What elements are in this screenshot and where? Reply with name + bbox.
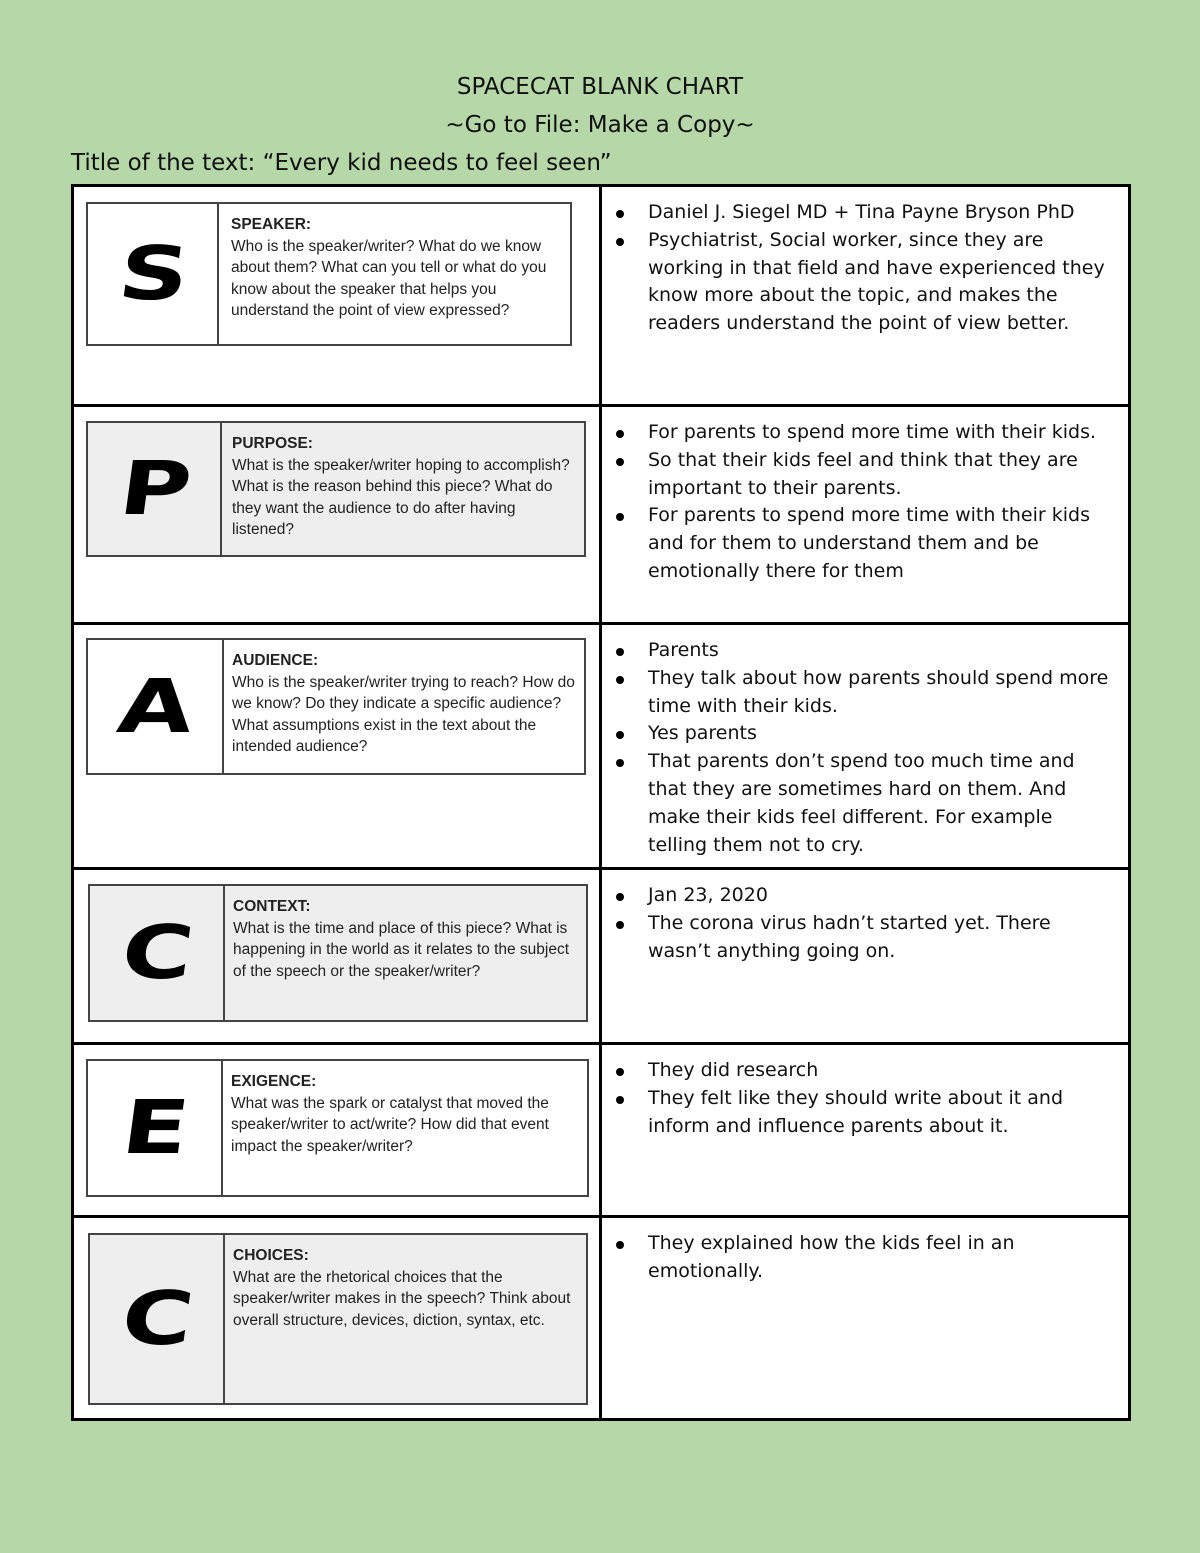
page-title: SPACECAT BLANK CHART: [456, 74, 744, 100]
list-item: For parents to spend more time with their kids and for them to understand them and be emotionally there for them: [648, 502, 1114, 585]
list-item: Psychiatrist, Social worker, since they are working in that field and have experienced they know more about the topic, and makes the readers understand the point of view better.: [648, 227, 1114, 338]
text-title: Title of the text: “Every kid needs to feel seen”: [71, 150, 612, 176]
prompt-label: PURPOSE:: [232, 435, 313, 452]
list-item: The corona virus hadn’t started yet. There wasn’t anything going on.: [648, 910, 1114, 966]
prompt-question: Who is the speaker/writer trying to reach? How do we know? Do they indicate a specific audience? What assumptions exist in the text about the intended audience?: [232, 673, 575, 755]
letter-box: [88, 1061, 223, 1195]
answer-cell: [602, 1045, 1128, 1215]
table-row-audience: [74, 622, 1128, 867]
prompt-cell: [74, 870, 602, 1042]
prompt-text: [233, 896, 580, 982]
prompt-text: [231, 1071, 581, 1157]
list-item: Daniel J. Siegel MD + Tina Payne Bryson PhD: [648, 199, 1114, 227]
letter-c: C: [116, 910, 197, 996]
prompt-text: [233, 1245, 580, 1331]
prompt-card-audience: [86, 638, 586, 775]
table-row-speaker: [74, 187, 1128, 404]
letter-box: [90, 1235, 225, 1403]
answer-list: [648, 637, 1114, 859]
letter-p: P: [114, 446, 194, 532]
prompt-label: AUDIENCE:: [232, 652, 319, 669]
list-item: They felt like they should write about it and inform and influence parents about it.: [648, 1085, 1114, 1141]
list-item: So that their kids feel and think that they are important to their parents.: [648, 447, 1114, 503]
table-row-purpose: [74, 404, 1128, 622]
list-item: They did research: [648, 1057, 1114, 1085]
prompt-card-exigence: [86, 1059, 589, 1197]
prompt-question: Who is the speaker/writer? What do we know about them? What can you tell or what do you know about the speaker that helps you understand the point of view expressed?: [231, 237, 547, 319]
prompt-cell: [74, 407, 602, 622]
answer-cell: [602, 870, 1128, 1042]
prompt-card-speaker: [86, 202, 572, 346]
letter-s: S: [113, 231, 192, 317]
table-row-exigence: [74, 1042, 1128, 1215]
answer-cell: [602, 407, 1128, 622]
list-item: That parents don’t spend too much time and that they are sometimes hard on them. And make their kids feel different. For example telling them not to cry.: [648, 748, 1114, 859]
prompt-question: What was the spark or catalyst that moved the speaker/writer to act/write? How did that event impact the speaker/writer?: [231, 1094, 549, 1155]
prompt-question: What is the speaker/writer hoping to accomplish? What is the reason behind this piece? What do they want the audience to do after having listened?: [232, 456, 570, 538]
prompt-text: [232, 433, 578, 541]
prompt-cell: [74, 1218, 602, 1418]
prompt-text: [231, 214, 564, 322]
table-row-context: [74, 867, 1128, 1042]
page-subtitle: ~Go to File: Make a Copy~: [445, 112, 755, 138]
letter-e: E: [117, 1085, 192, 1171]
prompt-label: SPEAKER:: [231, 216, 312, 233]
letter-box: [90, 886, 225, 1020]
list-item: Yes parents: [648, 720, 1114, 748]
list-item: For parents to spend more time with their kids.: [648, 419, 1114, 447]
table-row-choices: [74, 1215, 1128, 1418]
answer-cell: [602, 187, 1128, 404]
letter-box: [88, 423, 222, 555]
prompt-cell: [74, 625, 602, 867]
answer-list: [648, 1230, 1114, 1286]
answer-list: [648, 419, 1114, 586]
list-item: They talk about how parents should spend more time with their kids.: [648, 665, 1114, 721]
prompt-cell: [74, 1045, 602, 1215]
prompt-question: What are the rhetorical choices that the speaker/writer makes in the speech? Think about overall structure, devices, diction, syntax, etc.: [233, 1268, 571, 1329]
prompt-card-context: [88, 884, 588, 1022]
letter-c: C: [116, 1276, 197, 1362]
list-item: They explained how the kids feel in an emotionally.: [648, 1230, 1114, 1286]
spacecat-table: [71, 184, 1131, 1421]
prompt-question: What is the time and place of this piece? What is happening in the world as it relates to the subject of the speech or the speaker/writer?: [233, 919, 570, 980]
prompt-cell: [74, 187, 602, 404]
letter-box: [88, 204, 219, 344]
answer-list: [648, 199, 1114, 338]
list-item: Parents: [648, 637, 1114, 665]
prompt-text: [232, 650, 578, 758]
answer-cell: [602, 625, 1128, 867]
answer-list: [648, 1057, 1114, 1140]
list-item: Jan 23, 2020: [648, 882, 1114, 910]
prompt-label: CHOICES:: [233, 1247, 309, 1264]
letter-box: [88, 640, 224, 773]
prompt-label: CONTEXT:: [233, 898, 311, 915]
prompt-card-purpose: [86, 421, 586, 557]
prompt-card-choices: [88, 1233, 588, 1405]
prompt-label: EXIGENCE:: [231, 1073, 317, 1090]
answer-cell: [602, 1218, 1128, 1418]
letter-a: A: [113, 663, 197, 750]
answer-list: [648, 882, 1114, 965]
